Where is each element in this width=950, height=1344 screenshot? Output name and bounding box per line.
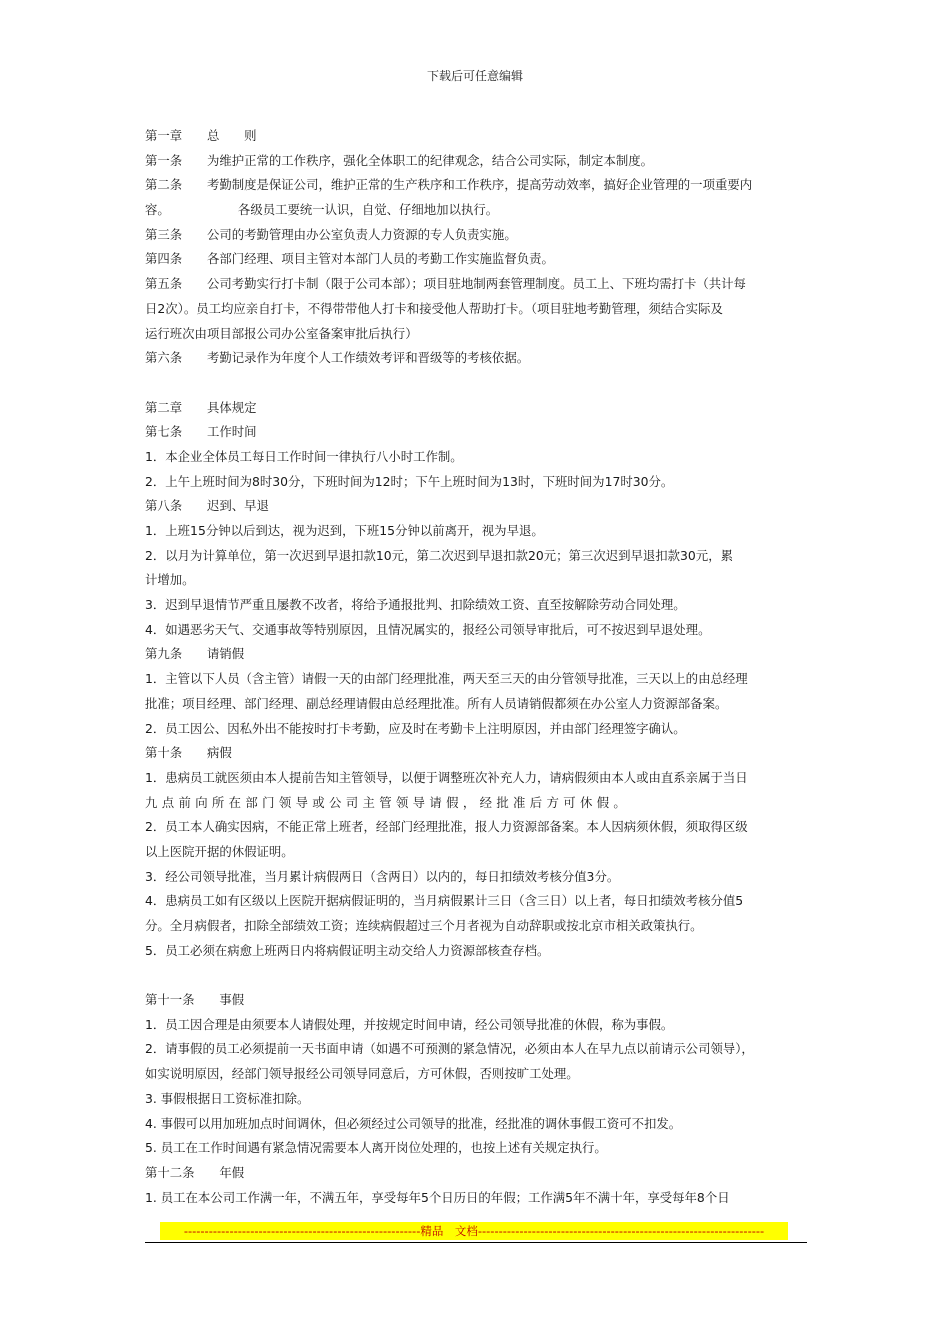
- article-line: 第三条 公司的考勤管理由办公室负责人力资源的专人负责实施。: [145, 226, 517, 242]
- clause-line: 如实说明原因，经部门领导报经公司领导同意后，方可休假，否则按旷工处理。: [145, 1066, 579, 1082]
- clause-line: 批准；项目经理、部门经理、副总经理请假由总经理批准。所有人员请销假都须在办公室人力资源部备案。: [145, 695, 728, 711]
- article-line: 第二条 考勤制度是保证公司，维护正常的生产秩序和工作秩序，提高劳动效率，搞好企业管理的一项重要内: [145, 177, 753, 193]
- clause-line: 5. 员工在工作时间遇有紧急情况需要本人离开岗位处理的，也按上述有关规定执行。: [145, 1140, 607, 1156]
- clause-line: 1．员工因合理是由须要本人请假处理，并按规定时间申请，经公司领导批准的休假，称为事假。: [145, 1016, 674, 1032]
- chapter-heading: 第二章 具体规定: [145, 399, 257, 415]
- clause-line: 以上医院开据的休假证明。: [145, 843, 294, 859]
- clause-line: 1．患病员工就医须由本人提前告知主管领导，以便于调整班次补充人力，请病假须由本人或由直系亲属于当日: [145, 769, 748, 785]
- article-line: 第一条 为维护正常的工作秩序，强化全体职工的纪律观念，结合公司实际，制定本制度。: [145, 152, 654, 168]
- clause-line: 1. 员工在本公司工作满一年，不满五年，享受每年5个日历日的年假；工作满5年不满十年，享受每年8个日: [145, 1189, 730, 1205]
- article-heading: 第十二条 年假: [145, 1164, 245, 1180]
- clause-line-spaced: 九 点 前 向 所 在 部 门 领 导 或 公 司 主 管 领 导 请 假 ， 经 批 准 后 方 可 休 假 。: [145, 794, 627, 810]
- clause-line: 2．上午上班时间为8时30分，下班时间为12时；下午上班时间为13时，下班时间为17时30分。: [145, 473, 674, 489]
- clause-line: 计增加。: [145, 572, 195, 588]
- article-heading: 第七条 工作时间: [145, 424, 257, 440]
- clause-line: 1．主管以下人员（含主管）请假一天的由部门经理批准，两天至三天的由分管领导批准，三天以上的由总经理: [145, 671, 748, 687]
- blank-line: [145, 371, 807, 396]
- clause-line: 1．上班15分钟以后到达，视为迟到，下班15分钟以前离开，视为早退。: [145, 523, 544, 538]
- article-line: 第四条 各部门经理、项目主管对本部门人员的考勤工作实施监督负责。: [145, 251, 554, 267]
- clause-line: 2．请事假的员工必须提前一天书面申请（如遇不可预测的紧急情况，必须由本人在早九点以前请示公司领导），: [145, 1041, 754, 1057]
- article-line: 第五条 公司考勤实行打卡制（限于公司本部）；项目驻地制两套管理制度。员工上、下班均需打卡（共计每: [145, 276, 746, 292]
- clause-line: 3．经公司领导批准，当月累计病假两日（含两日）以内的，每日扣绩效考核分值3分。: [145, 868, 620, 884]
- clause-line: 4．患病员工如有区级以上医院开据病假证明的，当月病假累计三日（含三日）以上者，每日扣绩效考核分值5: [145, 893, 744, 909]
- article-line: 容。 各级员工要统一认识，自觉、仔细地加以执行。: [145, 202, 499, 218]
- article-heading: 第九条 请销假: [145, 646, 245, 662]
- clause-line: 3. 事假根据日工资标准扣除。: [145, 1090, 310, 1106]
- clause-line: 3．迟到早退情节严重且屡教不改者，将给予通报批判、扣除绩效工资、直至按解除劳动合同处理。: [145, 597, 686, 613]
- article-heading: 第八条 迟到、早退: [145, 498, 269, 514]
- clause-line: 2．以月为计算单位，第一次迟到早退扣款10元，第二次迟到早退扣款20元；第三次迟到早退扣款30元，累: [145, 547, 733, 563]
- article-heading: 第十条 病假: [145, 745, 232, 761]
- clause-line: 2．员工因公、因私外出不能按时打卡考勤，应及时在考勤卡上注明原因，并由部门经理签字确认。: [145, 720, 686, 736]
- blank-line: [145, 963, 807, 988]
- clause-line: 4．如遇恶劣天气、交通事故等特别原因，且情况属实的，报经公司领导审批后，可不按迟到早退处理。: [145, 621, 711, 637]
- article-line: 运行班次由项目部报公司办公室备案审批后执行）: [145, 325, 418, 341]
- clause-line: 4. 事假可以用加班加点时间调休，但必须经过公司领导的批准，经批准的调休事假工资可不扣发。: [145, 1115, 682, 1131]
- clause-line: 2．员工本人确实因病，不能正常上班者，经部门经理批准，报人力资源部备案。本人因病须休假，须取得区级: [145, 819, 748, 835]
- footer-banner: ---------------------------------------------------------精品 文档---------------------------------------------------------------------: [160, 1222, 788, 1240]
- article-line: 日2次）。员工均应亲自打卡，不得带带他人打卡和接受他人帮助打卡。（项目驻地考勤管理，须结合实际及: [145, 300, 723, 316]
- clause-line: 分。全月病假者，扣除全部绩效工资；连续病假超过三个月者视为自动辞职或按北京市相关政策执行。: [145, 918, 703, 933]
- article-heading: 第十一条 事假: [145, 992, 245, 1008]
- article-line: 第六条 考勤记录作为年度个人工作绩效考评和晋级等的考核依据。: [145, 350, 530, 366]
- document-body: [145, 124, 807, 1210]
- clause-line: 1．本企业全体员工每日工作时间一律执行八小时工作制。: [145, 448, 463, 464]
- chapter-heading: 第一章 总 则: [145, 128, 257, 143]
- page-header: 下载后可任意编辑: [426, 69, 523, 83]
- footer-divider: [145, 1242, 807, 1243]
- clause-line: 5．员工必须在病愈上班两日内将病假证明主动交给人力资源部核查存档。: [145, 942, 550, 958]
